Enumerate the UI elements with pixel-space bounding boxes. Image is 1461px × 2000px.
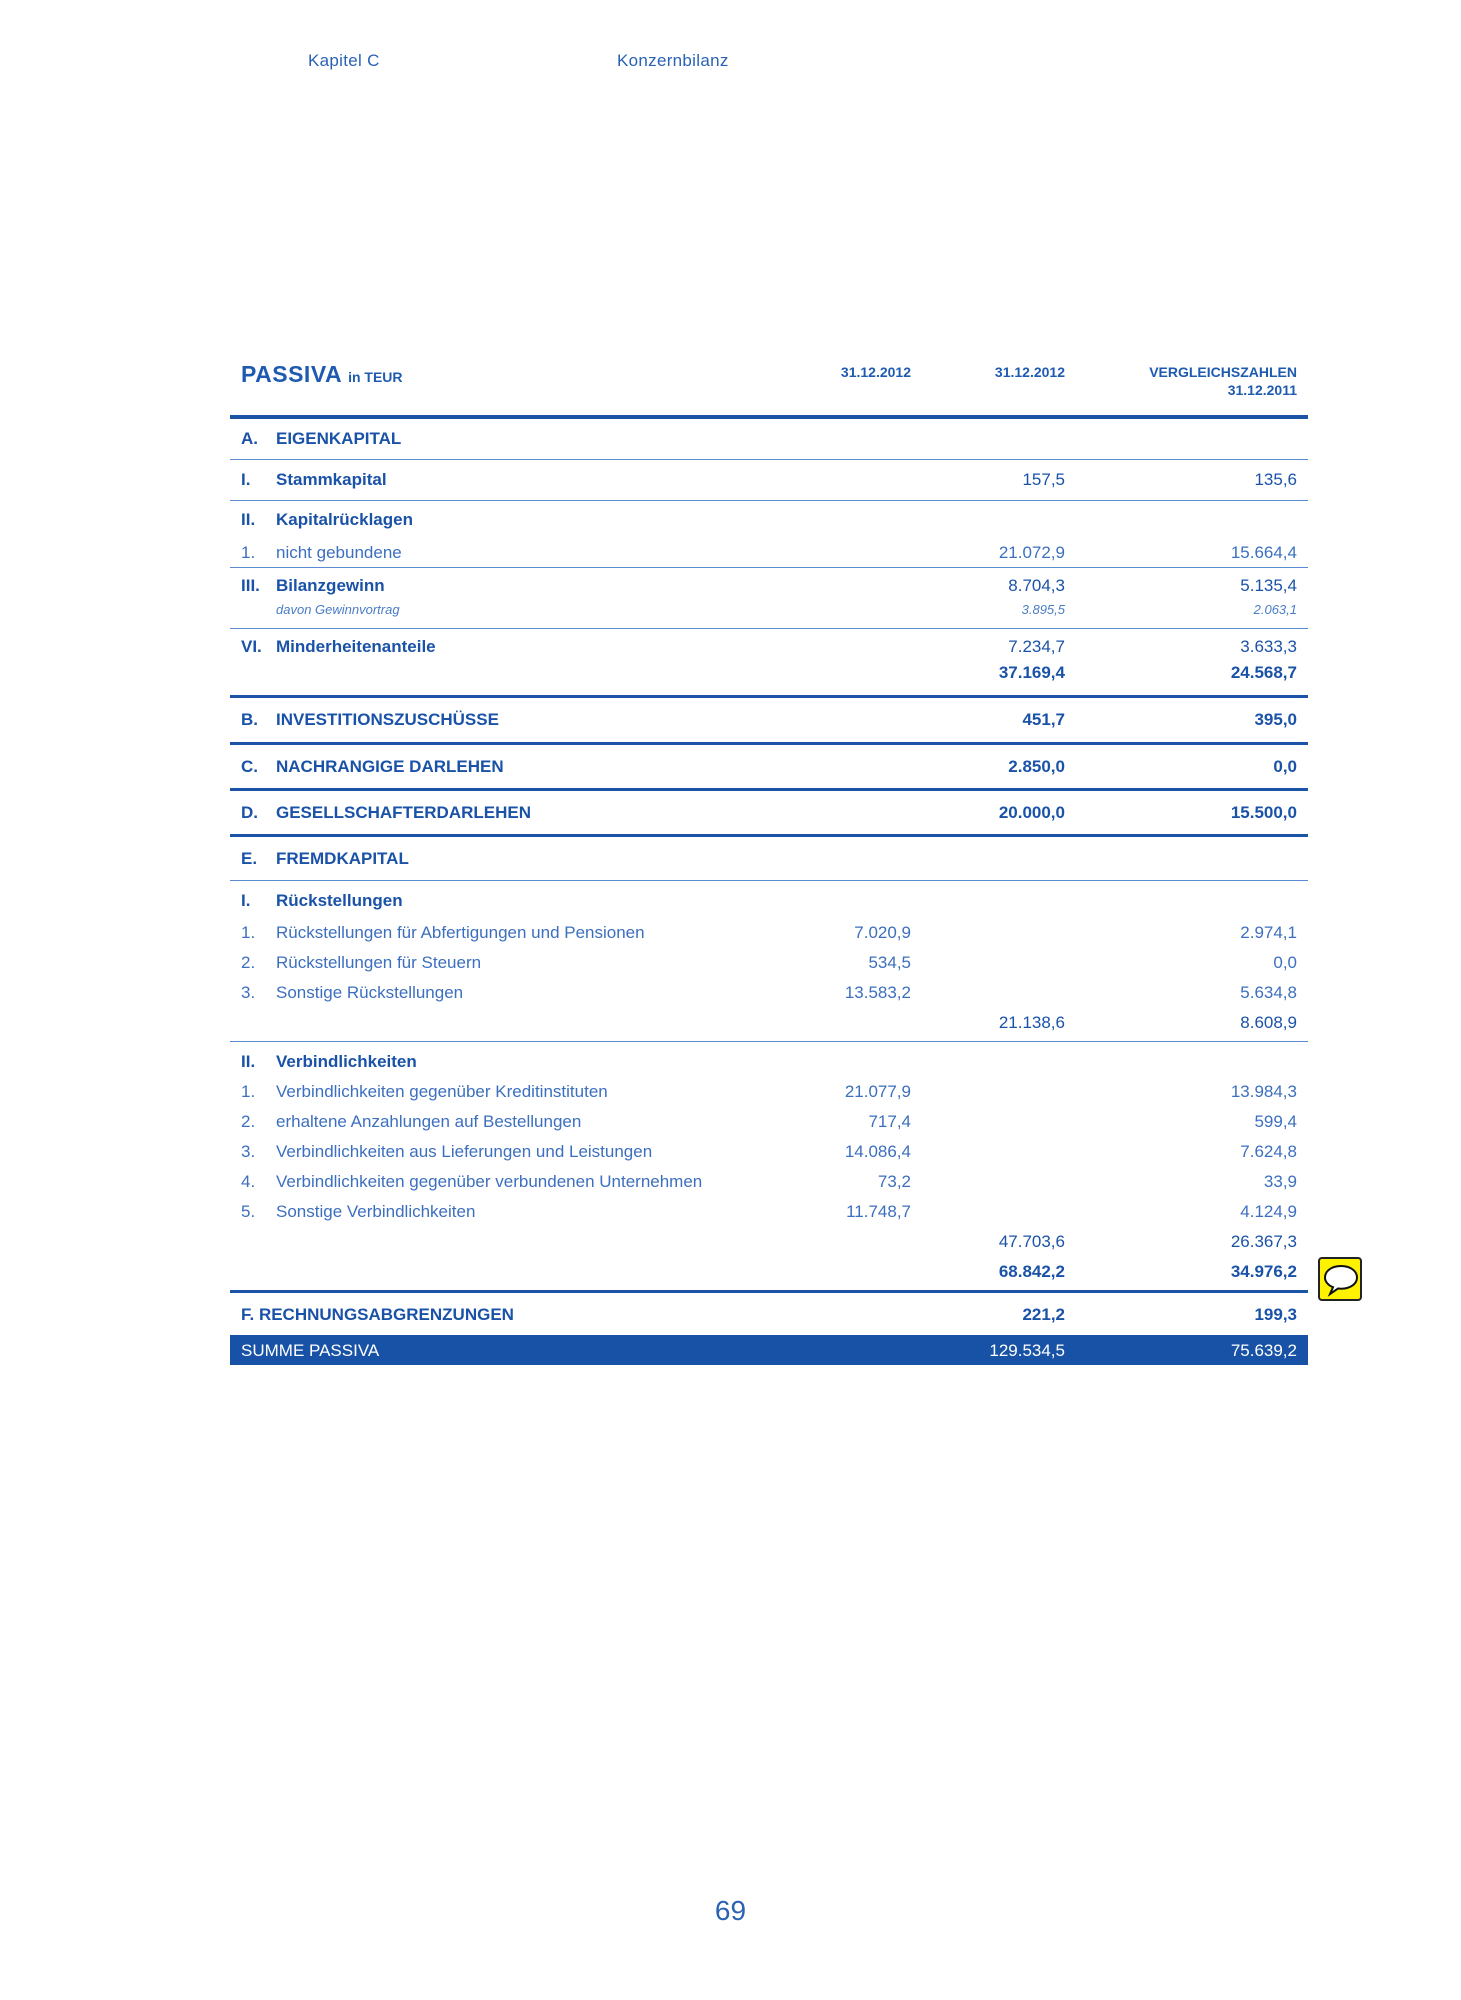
total-2012: 68.842,2 [998, 1262, 1065, 1281]
row-label: nicht gebundene [276, 543, 402, 562]
total-2011: 34.976,2 [1230, 1262, 1297, 1281]
list-item [230, 917, 1308, 947]
table-title-text: PASSIVA [241, 361, 343, 387]
value-2012: 21.072,9 [998, 543, 1065, 562]
value-detail-2012: 7.020,9 [854, 923, 911, 942]
column-header-3 [1149, 363, 1297, 399]
value-2011: 33,9 [1263, 1172, 1297, 1191]
row-rueckstellungen-total [230, 1007, 1308, 1041]
row-label: Verbindlichkeiten aus Lieferungen und Leistungen [276, 1142, 653, 1161]
section-row-c [230, 745, 1308, 788]
row-number: III. [241, 576, 260, 595]
row-number: II. [241, 510, 256, 529]
row-number: 1. [241, 923, 256, 942]
value-2011: 13.984,3 [1230, 1082, 1297, 1101]
row-number: A. [241, 429, 258, 448]
value-2011: 15.500,0 [1230, 803, 1297, 822]
row-label: SUMME PASSIVA [241, 1341, 380, 1360]
table-unit: in TEUR [348, 369, 403, 385]
list-item [230, 1196, 1308, 1226]
row-number: D. [241, 803, 258, 822]
section-row-d [230, 791, 1308, 834]
table-header [230, 355, 1308, 415]
passiva-table [230, 355, 1308, 1365]
value-detail-2012: 11.748,7 [846, 1202, 911, 1221]
value-2011: 135,6 [1254, 470, 1297, 489]
row-label: Stammkapital [276, 470, 387, 489]
value-2012: 3.895,5 [1021, 602, 1065, 617]
column-header-3-line1: VERGLEICHSZAHLEN [1149, 364, 1297, 380]
value-2011: 5.634,8 [1240, 983, 1297, 1002]
row-label: Sonstige Rückstellungen [276, 983, 464, 1002]
row-label: Minderheitenanteile [276, 637, 436, 656]
list-item [230, 947, 1308, 977]
row-number: 2. [241, 953, 256, 972]
total-2011: 75.639,2 [1230, 1341, 1297, 1360]
row-eigenkapital-total [230, 661, 1308, 695]
value-2011: 5.135,4 [1240, 576, 1297, 595]
value-2011: 2.974,1 [1240, 923, 1297, 942]
row-label: Verbindlichkeiten [276, 1052, 417, 1071]
row-rueckstellungen [230, 881, 1308, 917]
row-number: I. [241, 891, 251, 910]
list-item [230, 1136, 1308, 1166]
value-2011: 199,3 [1254, 1305, 1297, 1324]
row-number: C. [241, 757, 258, 776]
value-2011: 395,0 [1254, 710, 1297, 729]
value-2012: 2.850,0 [1008, 757, 1065, 776]
row-verbindlichkeiten [230, 1042, 1308, 1076]
row-number: E. [241, 849, 258, 868]
running-head-chapter: Kapitel C [308, 51, 380, 70]
row-label: GESELLSCHAFTERDARLEHEN [276, 803, 532, 822]
total-2012: 37.169,4 [998, 663, 1065, 682]
section-row-f [230, 1293, 1308, 1335]
speech-bubble-icon [1323, 1263, 1359, 1297]
table-title [241, 361, 403, 388]
section-row-b [230, 698, 1308, 742]
row-number: B. [241, 710, 258, 729]
column-header-2: 31.12.2012 [994, 364, 1065, 380]
row-number: 2. [241, 1112, 256, 1131]
total-2011: 24.568,7 [1230, 663, 1297, 682]
row-verbindlichkeiten-total [230, 1226, 1308, 1256]
value-2011: 4.124,9 [1240, 1202, 1297, 1221]
section-row-e [230, 837, 1308, 880]
row-label: Rückstellungen für Steuern [276, 953, 482, 972]
row-bilanzgewinn [230, 568, 1308, 600]
list-item [230, 977, 1308, 1007]
row-number: VI. [241, 637, 262, 656]
column-header-3-line2: 31.12.2011 [1227, 382, 1297, 398]
row-label: F. RECHNUNGSABGRENZUNGEN [241, 1305, 514, 1324]
subtotal-2012: 47.703,6 [998, 1232, 1065, 1251]
row-label: Bilanzgewinn [276, 576, 385, 595]
value-2012: 157,5 [1022, 470, 1065, 489]
row-number: 1. [241, 1082, 256, 1101]
row-gewinnvortrag [230, 600, 1308, 622]
list-item [230, 1076, 1308, 1106]
value-2012: 451,7 [1022, 710, 1065, 729]
value-detail-2012: 717,4 [868, 1112, 911, 1131]
value-detail-2012: 14.086,4 [844, 1142, 911, 1161]
row-label: Kapitalrücklagen [276, 510, 413, 529]
value-detail-2012: 73,2 [877, 1172, 911, 1191]
column-header-1: 31.12.2012 [840, 364, 911, 380]
value-2011: 599,4 [1254, 1112, 1297, 1131]
subtotal-2012: 21.138,6 [998, 1013, 1065, 1032]
value-2011: 15.664,4 [1230, 543, 1297, 562]
row-kapitalruecklagen [230, 501, 1308, 537]
row-label: Verbindlichkeiten gegenüber verbundenen Unternehmen [276, 1172, 703, 1191]
row-label: Sonstige Verbindlichkeiten [276, 1202, 476, 1221]
row-number: 1. [241, 543, 256, 562]
list-item [230, 1106, 1308, 1136]
row-number: I. [241, 470, 251, 489]
value-2012: 7.234,7 [1008, 637, 1065, 656]
subtotal-2011: 26.367,3 [1230, 1232, 1297, 1251]
summe-passiva-row [230, 1335, 1308, 1365]
row-stammkapital [230, 460, 1308, 500]
subtotal-2011: 8.608,9 [1240, 1013, 1297, 1032]
value-2011: 7.624,8 [1240, 1142, 1297, 1161]
row-fremdkapital-total [230, 1256, 1308, 1290]
row-number: II. [241, 1052, 256, 1071]
total-2012: 129.534,5 [989, 1341, 1065, 1360]
row-number: 3. [241, 983, 256, 1002]
row-label: FREMDKAPITAL [276, 849, 409, 868]
running-head-title: Konzernbilanz [617, 51, 729, 70]
value-detail-2012: 534,5 [868, 953, 911, 972]
row-label: erhaltene Anzahlungen auf Bestellungen [276, 1112, 582, 1131]
value-2012: 8.704,3 [1008, 576, 1065, 595]
value-2011: 3.633,3 [1240, 637, 1297, 656]
value-2011: 0,0 [1273, 953, 1297, 972]
row-label: davon Gewinnvortrag [276, 602, 400, 617]
value-detail-2012: 21.077,9 [844, 1082, 911, 1101]
row-number: 4. [241, 1172, 256, 1191]
row-number: 3. [241, 1142, 256, 1161]
row-label: INVESTITIONSZUSCHÜSSE [276, 710, 499, 729]
value-2012: 221,2 [1022, 1305, 1065, 1324]
row-nicht-gebundene [230, 537, 1308, 567]
row-minderheitenanteile [230, 629, 1308, 661]
list-item [230, 1166, 1308, 1196]
value-2011: 0,0 [1273, 757, 1297, 776]
section-row-a [230, 419, 1308, 459]
row-number: 5. [241, 1202, 256, 1221]
value-2011: 2.063,1 [1253, 602, 1297, 617]
comment-icon[interactable] [1318, 1257, 1362, 1301]
row-label: EIGENKAPITAL [276, 429, 402, 448]
row-label: Rückstellungen [276, 891, 403, 910]
value-2012: 20.000,0 [998, 803, 1065, 822]
page-number: 69 [714, 1895, 747, 1926]
row-label: NACHRANGIGE DARLEHEN [276, 757, 504, 776]
row-label: Rückstellungen für Abfertigungen und Pensionen [276, 923, 645, 942]
value-detail-2012: 13.583,2 [844, 983, 911, 1002]
row-label: Verbindlichkeiten gegenüber Kreditinstituten [276, 1082, 608, 1101]
